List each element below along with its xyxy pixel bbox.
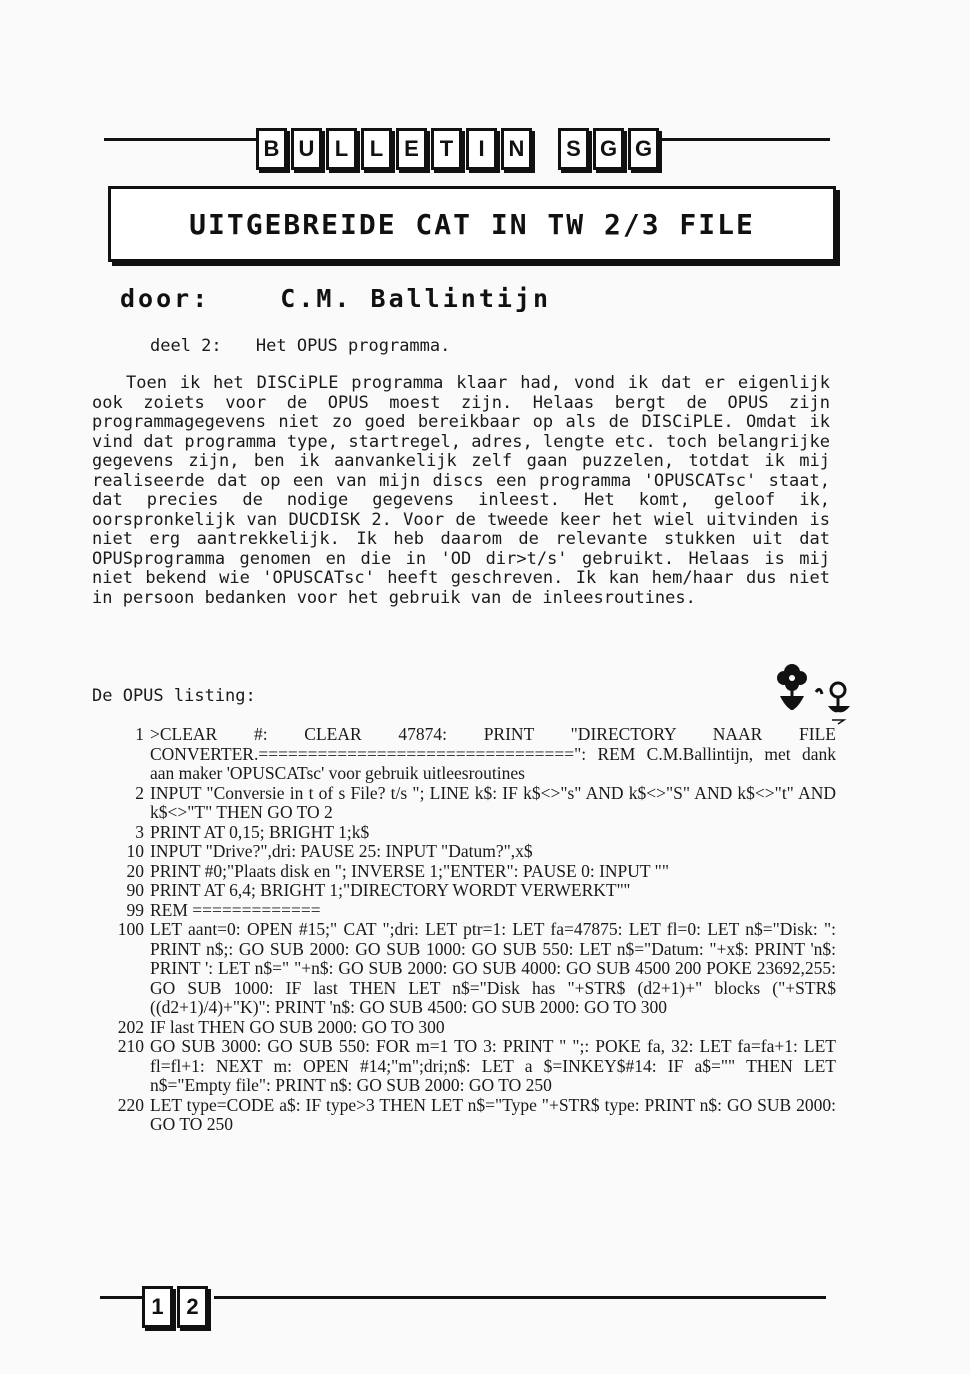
listing-line (96, 724, 841, 784)
listing-line (96, 782, 841, 823)
line-number: 202 (117, 1016, 144, 1037)
line-number: 1 (135, 724, 144, 744)
masthead-letter: T (431, 128, 462, 170)
article-title-box (108, 186, 836, 262)
page-digit: 1 (142, 1286, 173, 1328)
article-title: UITGEBREIDE CAT IN TW 2/3 FILE (189, 207, 755, 241)
header-rule-left (104, 138, 256, 141)
line-code: GO SUB 3000: GO SUB 550: FOR m=1 TO 3: PRINT " ";: POKE fa, 32: LET fa=fa+1: LET fl=fl+1: NEXT m: OPEN #14;"m";dri;n$: LET a $=INKEY$#14: IF a$="" THEN LET n$="Empty file": PRINT n$: GO SUB 2000: GO TO 250 (150, 1036, 841, 1095)
section-heading (150, 336, 474, 356)
masthead-letter: G (628, 128, 659, 170)
listing-line (96, 919, 841, 1018)
basic-listing (96, 724, 841, 1135)
masthead-bulletin (256, 128, 532, 170)
line-code: LET aant=0: OPEN #15;" CAT ";dri: LET ptr=1: LET fa=47875: LET fl=0: LET n$="Disk: ": PRINT n$;: GO SUB 2000: GO SUB 1000: GO SUB 550: LET n$="Datum: "+x$: PRINT 'n$: PRINT ': LET n$=" "+n$: GO SUB 2000: GO SUB 4000: GO SUB 4500 200 POKE 23692,255: GO SUB 1000: IF last THEN LET n$="Disk has "+STR$ (d2+1)+" blocks ("+STR$ ((d2+1)/4)+"K)": PRINT 'n$: GO SUB 4500: GO SUB 2000: GO TO 300 (150, 919, 841, 1017)
line-code: REM ============= (150, 899, 321, 920)
listing-label: De OPUS listing: (92, 686, 256, 706)
line-number: 20 (126, 860, 144, 881)
masthead-letter: S (558, 128, 589, 170)
intro-text (92, 374, 830, 608)
listing-line (96, 823, 836, 843)
line-code: IF last THEN GO SUB 2000: GO TO 300 (150, 1016, 445, 1037)
intro-paragraph: Toen ik het DISCiPLE programma klaar had, vond ik dat er eigenlijk ook zoiets voor de OPUS moest zijn. Helaas bergt de OPUS zijn programmagegevens niet zo goed bereikbaar op als de DISCiPLE. Omdat ik vind dat programma type, startregel, adres, lengte etc. toch belangrijke gegevens zijn, ben ik aanvankelijk zelf gaan puzzelen, totdat ik mij realiseerde dat op een van mijn discs een programma 'OPUSCATsc' staat, dat precies de nodige gegevens inleest. Het komt, geloof ik, oorspronkelijk van DUCDISK 2. Voor de tweede keer het wiel uitvinden is niet erg aantrekkelijk. Ik heb daarom de relevante stukken uit dat OPUSprogramma genomen en die in 'OD dir>t/s' gebruikt. Helaas is mij niet bekend wie 'OPUSCATsc' heeft geschreven. Ik kan hem/haar dus niet in persoon bedanken voor het gebruik van de inleesroutines. (92, 373, 830, 608)
line-number: 220 (117, 1094, 144, 1115)
line-number: 100 (117, 919, 144, 939)
line-number: 10 (126, 841, 144, 861)
line-code: PRINT #0;"Plaats disk en "; INVERSE 1;"ENTER": PAUSE 0: INPUT "" (150, 860, 669, 881)
footer-rule-left (100, 1296, 142, 1299)
line-number: 99 (126, 899, 144, 920)
author-name: C.M. Ballintijn (280, 284, 552, 313)
listing-line (96, 881, 836, 901)
masthead-letter: L (361, 128, 392, 170)
author-label: door: (120, 284, 211, 313)
masthead-letter: N (501, 128, 532, 170)
masthead-sgg (558, 128, 659, 170)
masthead (256, 128, 681, 170)
listing-line (96, 1018, 836, 1038)
masthead-letter: U (291, 128, 322, 170)
listing-line (96, 842, 836, 862)
section-label: deel 2: (150, 336, 222, 356)
section-text: Het OPUS programma. (255, 336, 451, 356)
line-number: 90 (126, 880, 144, 900)
line-number: 3 (135, 821, 144, 842)
footer-rule-right (214, 1296, 826, 1299)
masthead-letter: B (256, 128, 287, 170)
listing-line (96, 862, 836, 882)
masthead-letter: L (326, 128, 357, 170)
line-number: 210 (117, 1036, 144, 1056)
line-code: PRINT AT 6,4; BRIGHT 1;"DIRECTORY WORDT VERWERKT"'' (150, 880, 631, 900)
page-digit: 2 (177, 1286, 208, 1328)
line-code: PRINT AT 0,15; BRIGHT 1;k$ (150, 821, 370, 842)
masthead-letter: G (593, 128, 624, 170)
line-number: 2 (135, 782, 144, 803)
author-line (120, 284, 551, 313)
page-number (142, 1286, 208, 1328)
line-code: INPUT "Drive?",dri: PAUSE 25: INPUT "Datum?",x$ (150, 841, 533, 861)
line-code: >CLEAR #: CLEAR 47874: PRINT "DIRECTORY NAAR FILE CONVERTER.================================": REM C.M.Ballintijn, met dank aan maker 'OPUSCATsc' voor gebruik uitleesroutines (150, 724, 841, 783)
listing-line (96, 1094, 841, 1135)
line-code: INPUT "Conversie in t of s File? t/s "; LINE k$: IF k$<>"s" AND k$<>"S" AND k$<>"t" AND k$<>"T" THEN GO TO 2 (150, 782, 841, 822)
line-code: LET type=CODE a$: IF type>3 THEN LET n$="Type "+STR$ type: PRINT n$: GO SUB 2000: GO TO 250 (150, 1094, 841, 1134)
listing-line (96, 1036, 841, 1096)
listing-line (96, 901, 836, 921)
masthead-letter: I (466, 128, 497, 170)
masthead-letter: E (396, 128, 427, 170)
